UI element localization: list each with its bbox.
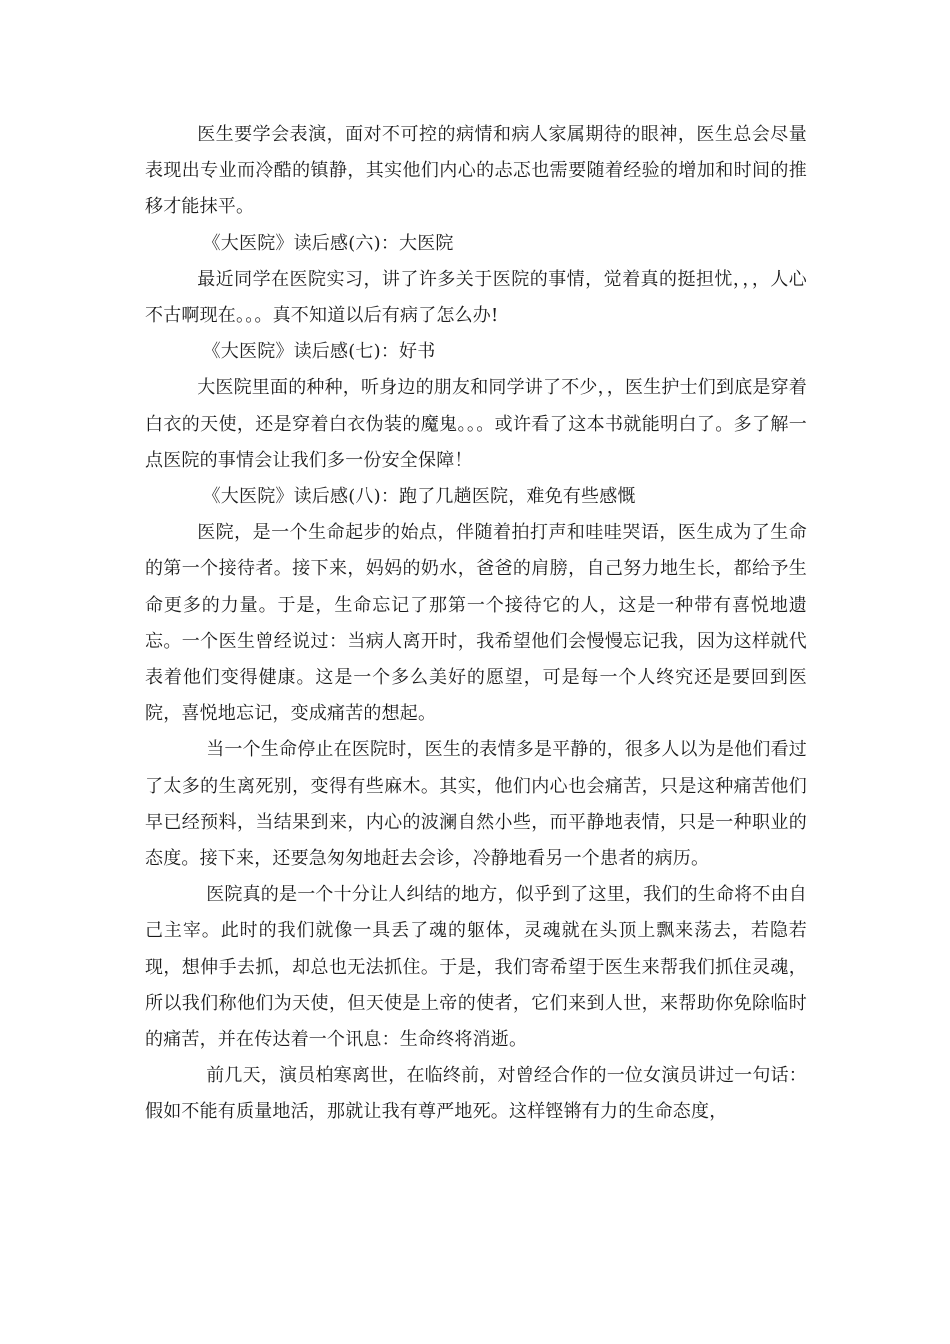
heading-review-8: 《大医院》读后感(八)：跑了几趟医院，难免有些感慨 [202,486,636,508]
paragraph-calm-doctors: 当一个生命停止在医院时，医生的表情多是平静的，很多人以为是他们看过了太多的生离死别，变得有些麻木。其实，他们内心也会痛苦，只是这种痛苦他们早已经预料，当结果到来，内心的波澜自然小些，而平静地表情，只是一种职业的态度。接下来，还要急匆匆地赶去会诊，冷静地看另一个患者的病历。 [145,739,807,870]
paragraph-classmate-internship: 最近同学在医院实习，讲了许多关于医院的事情，觉着真的挺担忧，，，人心不古啊现在。。。真不知道以后有病了怎么办! [145,268,807,327]
paragraph-hospital-start-of-life: 医院，是一个生命起步的始点，伴随着拍打声和哇哇哭语，医生成为了生命的第一个接待者。接下来，妈妈的奶水，爸爸的肩膀，自己努力地生长，都给予生命更多的力量。于是，生命忘记了那第一个接待它的人，这是一种带有喜悦地遗忘。一个医生曾经说过：当病人离开时，我希望他们会慢慢忘记我，因为这样就代表着他们变得健康。这是一个多么美好的愿望，可是每一个人终究还是要回到医院，喜悦地忘记，变成痛苦的想起。 [145,522,807,725]
paragraph-actor-bai-han: 前几天，演员柏寒离世，在临终前，对曾经合作的一位女演员讲过一句话：假如不能有质量地活，那就让我有尊严地死。这样铿锵有力的生命态度， [145,1065,807,1123]
paragraph-angels-or-devils: 大医院里面的种种，听身边的朋友和同学讲了不少，，医生护士们到底是穿着白衣的天使，还是穿着白衣伪装的魔鬼。。。或许看了这本书就能明白了。多了解一点医院的事情会让我们多一份安全保障！ [145,377,807,471]
paragraph-catching-soul: 医院真的是一个十分让人纠结的地方，似乎到了这里，我们的生命将不由自己主宰。此时的我们就像一具丢了魂的躯体，灵魂就在头顶上飘来荡去，若隐若现，想伸手去抓，却总也无法抓住。于是，我们寄希望于医生来帮我们抓住灵魂，所以我们称他们为天使，但天使是上帝的使者，它们来到人世，来帮助你免除临时的痛苦，并在传达着一个讯息：生命终将消逝。 [145,884,807,1051]
document-page [145,117,807,1131]
paragraph-doctor-acting: 医生要学会表演，面对不可控的病情和病人家属期待的眼神，医生总会尽量表现出专业而冷酷的镇静，其实他们内心的忐忑也需要随着经验的增加和时间的推移才能抹平。 [145,124,807,218]
heading-review-7: 《大医院》读后感(七)：好书 [202,341,436,363]
heading-review-6: 《大医院》读后感(六)：大医院 [202,232,454,254]
